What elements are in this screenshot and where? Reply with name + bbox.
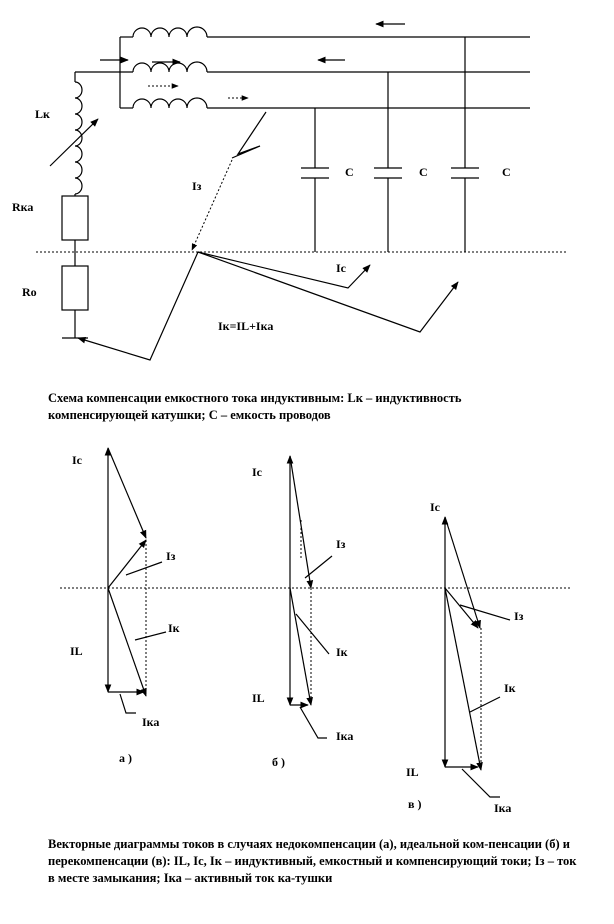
vector-caption: Векторные диаграммы токов в случаях недокомпенсации (а), идеальной ком-пенсации (б) и перекомпенсации (в): IL, Ic, Iк – индуктивный, емкостный и компенсирующий токи; Iз – ток в месте замыкания; Iка – активный ток ка-тушки: [48, 837, 577, 885]
label-iz: Iз: [192, 179, 202, 193]
circuit-caption: [48, 390, 588, 424]
label-ic-c: Ic: [430, 500, 440, 514]
label-ic-a: Ic: [72, 453, 82, 467]
label-ic: Ic: [336, 261, 346, 275]
phase-lines: [75, 37, 530, 108]
label-ic-b: Ic: [252, 465, 262, 479]
circuit-caption-line1: Схема компенсации емкостного тока индуктивным: Lк – индуктивность: [48, 391, 462, 405]
label-ik-formula: Iк=IL+Iка: [218, 319, 274, 333]
label-il-b: IL: [252, 691, 265, 705]
label-c3: C: [502, 165, 511, 179]
vector-diagram-c: [406, 500, 524, 815]
return-currents: [78, 252, 458, 360]
label-c2: C: [419, 165, 428, 179]
resistor-ro: [62, 266, 88, 310]
circuit-caption-line2: компенсирующей катушки; C – емкость проводов: [48, 408, 331, 422]
variable-inductance-arrow: [50, 119, 98, 166]
label-iz-c: Iз: [514, 609, 524, 623]
label-ika-a: Iка: [142, 715, 160, 729]
label-ika-c: Iка: [494, 801, 512, 815]
label-rka: Rка: [12, 200, 34, 214]
label-ik-b: Iк: [336, 645, 348, 659]
tag-c: в ): [408, 797, 422, 811]
label-iz-a: Iз: [166, 549, 176, 563]
label-ik-a: Iк: [168, 621, 180, 635]
compensation-branch: [50, 72, 98, 338]
label-ro: Ro: [22, 285, 37, 299]
label-ika-b: Iка: [336, 729, 354, 743]
fault-path: [192, 112, 266, 250]
line-capacitances: [301, 37, 479, 252]
vector-diagram-b: [252, 456, 353, 769]
label-iz-b: Iз: [336, 537, 346, 551]
label-il-c: IL: [406, 765, 419, 779]
tag-a: а ): [119, 751, 132, 765]
label-lk: Lк: [35, 107, 50, 121]
fault-current-arrow: [192, 160, 232, 250]
tag-b: б ): [272, 755, 285, 769]
circuit-diagram: [12, 24, 568, 360]
line-current-arrows: [100, 24, 405, 98]
vector-diagram-a: [70, 448, 180, 765]
resistor-rka: [62, 196, 88, 240]
generator-coils: [133, 27, 207, 108]
label-il-a: IL: [70, 644, 83, 658]
label-c1: C: [345, 165, 354, 179]
label-ik-c: Iк: [504, 681, 516, 695]
